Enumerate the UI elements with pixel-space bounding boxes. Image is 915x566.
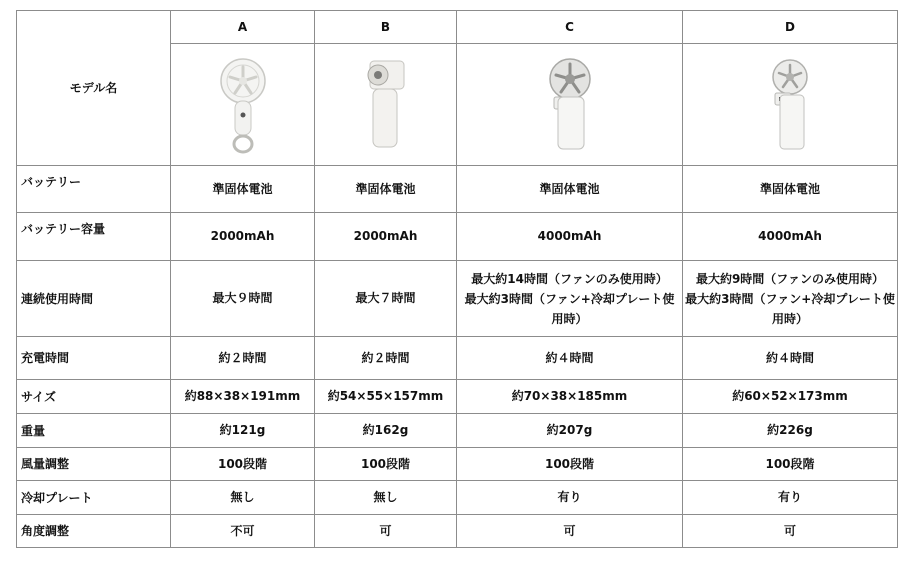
table-cell: 約２時間 [171,337,315,380]
table-cell: 有り [683,481,898,515]
table-cell: 最大９時間 [171,261,315,337]
table-cell: 最大７時間 [315,261,457,337]
table-row [17,448,898,481]
table-cell: 約54×55×157mm [315,380,457,414]
table-cell: 不可 [171,515,315,548]
handheld-fan-c-image [538,55,602,155]
table-row [17,515,898,548]
table-cell: 2000mAh [171,213,315,261]
table-row [17,481,898,515]
row-label-angle-adjustment: 角度調整 [17,515,171,548]
table-cell: 100段階 [457,448,683,481]
table-cell: 約４時間 [457,337,683,380]
table-cell: 可 [457,515,683,548]
table-cell: 約70×38×185mm [457,380,683,414]
product-image-cell-a [171,44,315,166]
table-cell: 約88×38×191mm [171,380,315,414]
spec-comparison-table [16,10,898,548]
table-cell: 2000mAh [315,213,457,261]
row-label-airflow-adjustment: 風量調整 [17,448,171,481]
row-label-charge-time: 充電時間 [17,337,171,380]
column-header-b: B [315,11,457,44]
table-cell: 準固体電池 [683,166,898,213]
row-label-battery: バッテリー [17,166,171,213]
column-header-c: C [457,11,683,44]
column-header-row [17,11,898,44]
table-cell: 約121g [171,414,315,448]
row-label-size: サイズ [17,380,171,414]
handheld-fan-b-image [356,55,416,155]
table-cell: 約226g [683,414,898,448]
table-cell: 100段階 [171,448,315,481]
row-label-battery-capacity: バッテリー容量 [17,213,171,261]
table-cell: 可 [683,515,898,548]
row-label-cooling-plate: 冷却プレート [17,481,171,515]
table-cell: 有り [457,481,683,515]
handheld-fan-a-image [213,55,273,155]
table-cell: 準固体電池 [171,166,315,213]
table-cell: 約207g [457,414,683,448]
table-cell: 約60×52×173mm [683,380,898,414]
table-row [17,337,898,380]
table-cell: 4000mAh [683,213,898,261]
table-row [17,380,898,414]
product-image-cell-d [683,44,898,166]
table-row [17,261,898,337]
table-cell: 100段階 [683,448,898,481]
table-cell: 準固体電池 [315,166,457,213]
table-cell-multiline: 最大約9時間（ファンのみ使用時） 最大約3時間（ファン+冷却プレート使用時） [683,261,898,337]
row-label-continuous-use-time: 連続使用時間 [17,261,171,337]
table-cell: 4000mAh [457,213,683,261]
column-header-d: D [683,11,898,44]
table-cell: 可 [315,515,457,548]
row-label-weight: 重量 [17,414,171,448]
column-header-a: A [171,11,315,44]
table-cell: 無し [171,481,315,515]
table-row [17,166,898,213]
table-row [17,414,898,448]
table-row [17,213,898,261]
product-image-cell-c [457,44,683,166]
table-cell: 100段階 [315,448,457,481]
table-cell: 無し [315,481,457,515]
table-cell: 約162g [315,414,457,448]
table-cell: 準固体電池 [457,166,683,213]
table-cell-multiline: 最大約14時間（ファンのみ使用時） 最大約3時間（ファン+冷却プレート使用時） [457,261,683,337]
model-name-header: モデル名 [17,11,171,166]
table-cell: 約４時間 [683,337,898,380]
handheld-fan-d-image [758,55,822,155]
table-cell: 約２時間 [315,337,457,380]
product-image-cell-b [315,44,457,166]
